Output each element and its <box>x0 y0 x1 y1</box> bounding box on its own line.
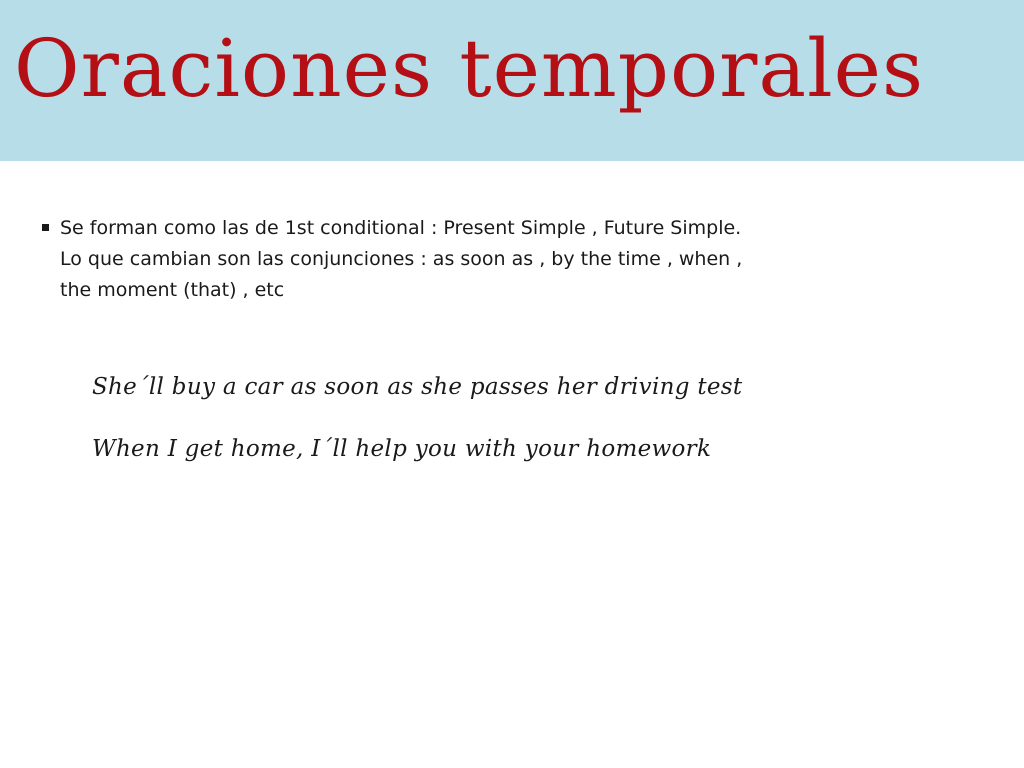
square-bullet-icon <box>42 224 49 231</box>
slide-title: Oraciones temporales <box>14 22 925 115</box>
example-sentence: She´ll buy a car as soon as she passes her driving test <box>92 374 743 400</box>
title-band <box>0 0 1024 161</box>
bullet-line: Se forman como las de 1st conditional : Present Simple , Future Simple. <box>60 217 742 239</box>
example-sentence: When I get home, I´ll help you with your homework <box>92 436 712 462</box>
bullet-text <box>60 213 822 306</box>
bullet-line: the moment (that) , etc <box>60 279 285 301</box>
bullet-line: Lo que cambian son las conjunciones : as soon as , by the time , when , <box>60 248 743 270</box>
bullet-point <box>42 213 822 306</box>
